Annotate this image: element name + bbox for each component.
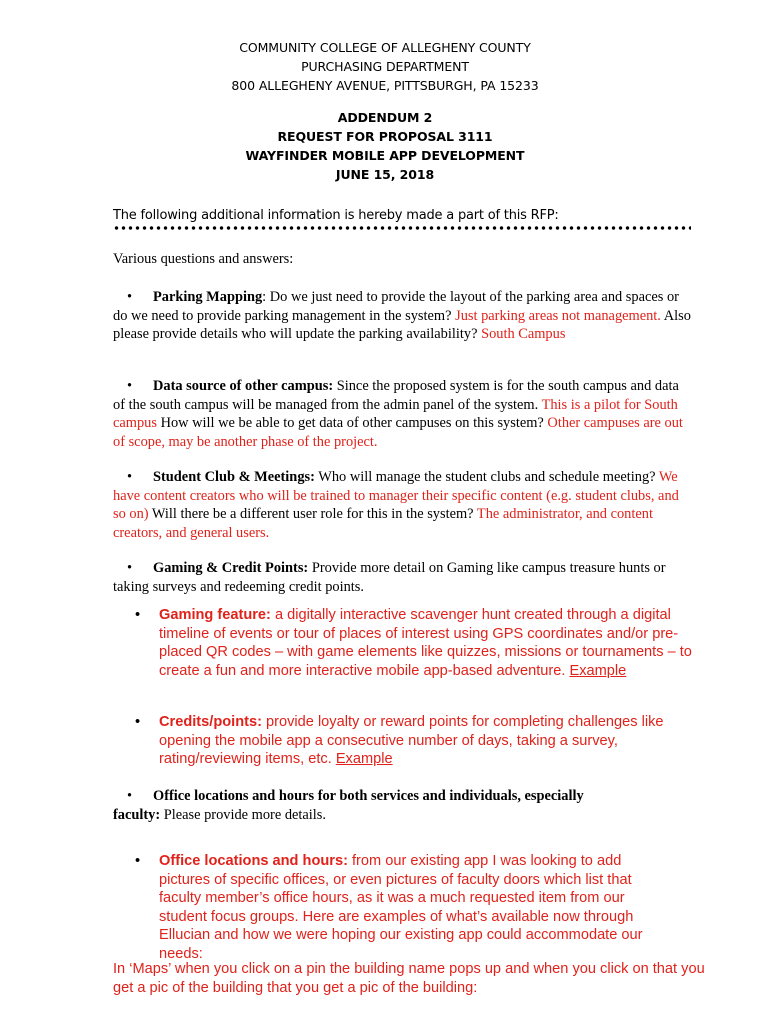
- answer-text: The administrator, and content creators, and general users.: [113, 506, 653, 541]
- answer-text: South Campus: [481, 326, 566, 343]
- question-text: Also please provide details who will update the parking availability?: [113, 307, 691, 343]
- intro-statement: The following additional information is hereby made a part of this RFP:: [113, 208, 559, 223]
- college-name: COMMUNITY COLLEGE OF ALLEGHENY COUNTY: [239, 40, 531, 55]
- bullet-icon: •: [127, 289, 133, 305]
- question-office-locations: [113, 787, 633, 824]
- letterhead: [0, 38, 770, 95]
- answer-text: Other campuses are out of scope, may be another phase of the project.: [113, 415, 683, 450]
- answer-office-locations: [135, 852, 675, 964]
- question-text: Please provide more details.: [160, 806, 326, 823]
- question-text: Who will manage the student clubs and schedule meeting?: [314, 469, 659, 485]
- project-name: WAYFINDER MOBILE APP DEVELOPMENT: [245, 148, 525, 163]
- question-text: Will there be a different user role for this in the system?: [148, 506, 477, 523]
- answer-text: This is a pilot for South campus: [113, 396, 678, 432]
- question-title: Gaming & Credit Points:: [153, 560, 309, 576]
- example-link[interactable]: Example: [335, 751, 393, 768]
- question-parking-mapping: [113, 288, 693, 344]
- question-student-club: [113, 468, 693, 542]
- answer-title: Office locations and hours:: [159, 853, 348, 869]
- address: 800 ALLEGHENY AVENUE, PITTSBURGH, PA 15233: [231, 78, 539, 93]
- bullet-icon: •: [127, 469, 133, 485]
- department-name: PURCHASING DEPARTMENT: [301, 59, 469, 74]
- question-text: Provide more detail on Gaming like campus treasure hunts or taking surveys and redeeming credit points.: [113, 560, 666, 595]
- question-title: Parking Mapping: [153, 289, 263, 305]
- document-date: JUNE 15, 2018: [335, 167, 435, 182]
- document-title-block: [0, 108, 770, 184]
- qa-heading: Various questions and answers:: [113, 251, 294, 267]
- bullet-icon: •: [127, 378, 133, 394]
- answer-text: from our existing app I was looking to add pictures of specific offices, or even pictures of faculty doors which list that faculty member’s office hours, as it was a much requested item from our student focus groups. Here are examples of what’s available now through Ellucian and how we were hoping our existing app could accommodate our needs:: [159, 853, 643, 962]
- bullet-icon: •: [135, 607, 141, 623]
- bullet-icon: •: [127, 788, 133, 804]
- bullet-icon: •: [135, 714, 141, 730]
- answer-text: Just parking areas not management.: [455, 307, 661, 324]
- maps-note: In ‘Maps’ when you click on a pin the building name pops up and when you click on that you get a pic of the building that you get a pic of the building:: [113, 961, 705, 996]
- question-text: : Do we just need to provide the layout of the parking area and spaces or do we need to provide parking management in the system?: [113, 289, 679, 324]
- answer-text: a digitally interactive scavenger hunt created through a digital timeline of events or tour of places of interest using GPS coordinates and/or pre-placed QR codes – with game elements like quizzes, missions or tournaments – to create a fun and more interactive mobile app-based adventure.: [159, 607, 692, 679]
- question-text: Since the proposed system is for the south campus and data of the south campus will be managed from the admin panel of the system.: [113, 378, 679, 413]
- question-title: Data source of other campus:: [153, 378, 334, 394]
- question-data-source: [113, 377, 693, 451]
- answer-text: We have content creators who will be trained to manager their specific content (e.g. student clubs, and so on): [113, 469, 679, 523]
- addendum-title: ADDENDUM 2: [337, 110, 433, 125]
- answer-text: provide loyalty or reward points for completing challenges like opening the mobile app a consecutive number of days, taking a survey, rating/reviewing items, etc.: [159, 714, 664, 768]
- example-link[interactable]: Example: [569, 662, 627, 679]
- dotted-divider: [113, 226, 691, 230]
- question-title: Student Club & Meetings:: [153, 469, 315, 485]
- answer-gaming-feature: [135, 606, 695, 680]
- bullet-icon: •: [135, 853, 141, 869]
- answer-title: Credits/points:: [159, 714, 262, 730]
- question-gaming: [113, 559, 693, 596]
- answer-title: Gaming feature:: [159, 607, 271, 623]
- question-title: Office locations and hours for both services and individuals, especially faculty:: [113, 788, 584, 823]
- question-text: How will we be able to get data of other campuses on this system?: [156, 415, 548, 432]
- rfp-number: REQUEST FOR PROPOSAL 3111: [277, 129, 493, 144]
- bullet-icon: •: [127, 560, 133, 576]
- answer-credits-points: [135, 713, 695, 769]
